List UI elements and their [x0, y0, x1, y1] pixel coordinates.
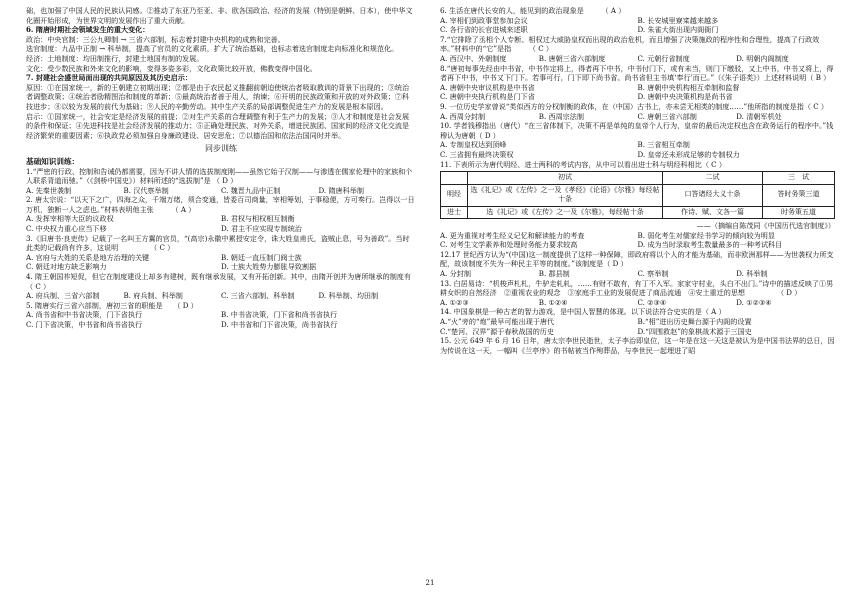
option: C. 对考生文学素养和处理时务能力要求较高	[440, 240, 578, 250]
option: D. 清朝军机处	[736, 111, 782, 121]
option: D. 中书省和门下省决策，尚书省执行	[221, 320, 338, 329]
question-3-options	[26, 253, 416, 272]
question-10-options	[440, 140, 835, 159]
intro-line: 选官制度：九品中正制 → 科举制，提高了官员的文化素质，扩大了统治基础，也标志着选官制度走向标准化和规范化。	[26, 44, 399, 54]
question-1: 1.“严密的行政、控制和告诫仍都需要，因为不讲人情的选拔制度刚——虽然它始于汉制——与渗透在儒家伦理中的家族和个人联系背道而驰。”（《剑桥中国史》）材料所述的“选拔制”是 （ D ）	[26, 166, 413, 186]
exam-content-table	[440, 171, 835, 219]
option: A. 尚书省和中书省决策，门下省执行	[26, 310, 143, 320]
table-cell: 答时务策三道	[763, 184, 835, 206]
question-6: 6. 生活在唐代长安的人，能见到的政治现象是 （ A ）	[440, 6, 626, 15]
option: D. 成为当时录取考生数量最多的一种考试科目	[637, 240, 783, 250]
option: D. 士族大姓势力膨胀导致割据	[221, 262, 317, 272]
question-2-options	[26, 214, 416, 233]
question-13-options	[440, 298, 835, 308]
table-cell: 选《礼记》或《左传》之一及《尔雅》，每经帖十条	[468, 206, 663, 219]
intro-line: 7. 封建社会盛世局面出现的共同原因及其历史启示：	[26, 73, 192, 83]
option: A. ①②③	[440, 297, 469, 307]
question-2: 2. 唐太宗说：“以天下之广，四海之众，千端万绪，须合变通，皆委百司商量，宰相筹划，于事稳便，方可奏行。岂得以一日万机，独断一人之虑也。”材料表明他主张 （ A ）	[26, 195, 415, 214]
intro-line: 原因：①在国家统一，新的王朝建立初期出现；②都是由于农民起义推翻前朝迫使统治者吸取教训的背景下出现的；③统治者调整政策；④统治者励精图治和制度的革新；⑤最高统治者善于用人，纳谏；⑥开明的民族政策和开放的对外政策；⑦科技进步；⑧以较为发展的前代为基础；⑨人民的辛勤劳动。其中生产关系的局部调整促进生产力的发展是根本原因。	[26, 82, 410, 111]
option: D. 隋唐科举制	[318, 185, 364, 195]
option: B. 三省相互牵制	[637, 140, 690, 150]
question-15: 15. 公元 649 年 6 月 16 日年，唐太宗李世民逝世，太子李治即皇位，这一年是在这一天这是被认为是中国书法界的总日，因为传说在这一天，一幅叫《兰亭序》的书帖被当作殉葬品，与李世民一起埋进了昭	[440, 336, 835, 355]
question-1-options	[26, 186, 416, 196]
option: D. ①②③④	[736, 297, 772, 307]
question-5-options	[26, 310, 416, 329]
option: C. 三省六部制、科举制	[221, 291, 295, 301]
option: C. 门下省决策，中书省和尚书省执行	[26, 320, 143, 329]
option: C. 元朝行省制度	[637, 53, 690, 63]
question-3: 3.《旧唐书·良吏传》记载了一名叫王方翼的官员，“(高宗)永徽中累授安定令，诛大姓皇甫氏，盗贼止息，号为善政”。当时此类的记载尚有许多，这说明 （ C ）	[26, 233, 410, 253]
option: A. 官府与大姓的关系是地方治理的关键	[26, 252, 150, 262]
intro-line: 政治：中央官制：三公九卿制 → 三省六部制，标志着封建中央机构的成熟和完善。	[26, 34, 285, 44]
option: C. 察举制	[637, 269, 669, 279]
intro-line: 经济：土地制度：均田制推行，封建土地国有制的发展。	[26, 53, 204, 63]
option: B. 唐朝中央机构相互牵制和监督	[637, 82, 740, 92]
option: D.“四围救赵”的象棋战术源于三国史	[637, 326, 752, 336]
question-4: 4. 隋王朝国祚短促，但它在制度建设上却多有建树，既有继承发展，又有开拓创新。其中，由隋开创并为唐所继承的制度有（ C ）	[26, 272, 411, 291]
table-cell: 进士	[441, 206, 468, 219]
question-8-options	[440, 83, 835, 102]
option: C. 三省拥有最终决策权	[440, 149, 514, 159]
question-14-options	[440, 317, 835, 336]
question-11: 11. 下表所示为唐代明经、进士两科的考试内容，从中可以看出进士科与明经科相比（ C ）	[440, 159, 726, 169]
option: B. 中书省决策，门下省和尚书省执行	[221, 310, 338, 320]
sub-title: 基础知识训练：	[26, 156, 80, 166]
intro-line: 础，也加强了中国人民的民族认同感。②推动了东亚乃至亚、非、欧各国政治、经济的发展（特别是朝鲜、日本），使中华文化圈开始形成，为世界文明的发展作出了重大贡献。	[26, 6, 413, 25]
left-column	[26, 6, 416, 330]
option: B. 君权与相权相互制衡	[221, 214, 295, 224]
option: A. 西周分封制	[440, 111, 486, 121]
table-source: ——（摘编自陈茂同《中国历代选官制度》）	[696, 221, 835, 231]
option: A. 宰相们到政事堂参加会议	[440, 15, 528, 25]
option: B. 府兵制、科举制	[123, 291, 183, 301]
table-row	[441, 184, 835, 206]
table-row	[441, 206, 835, 219]
table-header-cell: 三 试	[763, 172, 835, 185]
option: A.“火”旁的“炮”最早可能出现于唐代	[440, 317, 555, 327]
table-cell: 作诗、赋、文各一篇	[663, 206, 763, 219]
question-10: 10. 学者钱穆指出（唐代）“在三省体制下，决策不再是单纯的皇帝个人行为，皇帝的最后决定权也含在政务运行的程序中。”钱穆认为唐朝（ D ）	[440, 121, 834, 140]
page-number: 21	[425, 579, 435, 587]
option: B. 弱化考生对儒家经书学习的倾向较为明显	[637, 230, 775, 240]
question-13: 13. 白居易诗：“机梭声札札，牛驴走轧轧，……有财不敢有，有丁不入军。家家守村业，头白不出门。”诗中的描述反映了①男耕女织的自然经济 ②重视农业的观念 ③家庭手工业的发展促进了商品流通 ④安土重迁的思想 （ D ）	[440, 278, 834, 298]
intro-line: 6. 隋唐时期社会领域发生的重大变化：	[26, 25, 150, 35]
question-9-options	[440, 112, 835, 122]
option: C. ②③④	[637, 297, 667, 307]
table-header-cell: 初试	[468, 172, 663, 185]
table-header-row	[441, 172, 835, 185]
option: D. 明朝内阁制度	[736, 53, 789, 63]
option: B.“相”进出历史舞台源于内阁的设置	[637, 317, 752, 327]
question-8: 8.“唐初每事先经由中书省，中书作定将上，得者再下中书，中书付门下，或有未当，则门下缴驳，又上中书，中书又将上，得者再下中书，中书又下门下。若事可行，门下即下尚书省。尚书省但主书填‘奉行’而已。”（《朱子语类》）上述材料说明（ B ）	[440, 63, 834, 83]
option: A. 西汉中、外朝制度	[440, 53, 507, 63]
question-14: 14. 中国象棋是一种古老的智力游戏，是中国人智慧的体现。以下说法符合史实的是（ A ）	[440, 307, 726, 317]
option: B. 唐朝三省六部制度	[538, 53, 606, 63]
option: C. 唐朝三省六部制	[637, 111, 697, 121]
table-cell: 明经	[441, 184, 468, 206]
question-12-options	[440, 269, 835, 279]
option: D. 唐朝中央决策机构是尚书省	[637, 92, 733, 102]
section-title: 同步训练	[205, 144, 237, 154]
option: B. 郡县制	[538, 269, 570, 279]
option: C.“楚河、汉界”源于春秋战国的历史	[440, 326, 554, 336]
option: D. 君主不应实现专制统治	[221, 224, 302, 234]
option: C. 中央权力重心应当下移	[26, 224, 107, 234]
question-6-options	[440, 16, 835, 35]
option: C. 魏晋九品中正制	[221, 185, 281, 195]
question-12: 12.17 世纪西方认为“(中国)这一制度提供了这样一种保障，即政府将以个人的才能为基础，而非欧洲那样——为世袭权力所支配，故该制度不失为一种民主平等的制度。”该制度是（ D ）	[440, 249, 834, 269]
option: B. ①②④	[538, 297, 568, 307]
option: A. 府兵制、三省六部制	[26, 291, 100, 301]
option: A. 唐朝中央审议机构是中书省	[440, 82, 535, 92]
intro-line: 启示：①国家统一，社会安定是经济发展的前提；②对生产关系的合理调整有利于生产力的发展；③人才和制度是社会发展的条件和保证；④先进科技是社会经济发展的推动力；⑤正确处理民族、对外关系，增进民族团、国家间的经济文化交流是经济繁荣的重要因素；⑥执政党必须加强自身廉政建设、居安思危；⑦以德治国和依法治国同时并举。	[26, 111, 410, 140]
option: A. 专制皇权达到顶峰	[440, 140, 507, 150]
table-cell: 选《礼记》或《左传》之一及《孝经》《论语》《尔雅》每经帖十条	[468, 184, 663, 206]
question-11-options	[440, 231, 835, 250]
table-cell: 口答诸经大义十条	[663, 184, 763, 206]
option: D. 科举制、均田制	[318, 291, 379, 301]
option: D. 朱雀大街出现内阁衙门	[637, 25, 719, 35]
option: A. 先秦世袭制	[26, 185, 72, 195]
option: B. 西周宗法制	[538, 111, 584, 121]
option: C. 各行省的长官进城来述职	[440, 25, 528, 35]
option: B. 汉代察举制	[123, 185, 169, 195]
option: C. 唐朝中央执行机构是门下省	[440, 92, 535, 102]
question-4-options	[26, 291, 416, 301]
question-7-options	[440, 54, 835, 64]
option: B. 朝廷一直压制门阀士族	[221, 252, 302, 262]
option: D. 科举制	[736, 269, 768, 279]
option: D. 皇帝还未形成足够的专制权力	[637, 149, 740, 159]
option: A. 分封制	[440, 269, 471, 279]
option: A. 发挥宰相等大臣的议政权	[26, 214, 114, 224]
table-header-cell: 二试	[663, 172, 763, 185]
option: B. 长安城里寮寀越来越多	[637, 15, 719, 25]
intro-line: 文化：受少数民族和外来文化的影响，变得多姿多彩，文化政策比较开放，佛教变得中国化。	[26, 63, 317, 73]
table-header-cell	[441, 172, 468, 185]
option: A. 更为重视对考生经义记忆和解读能力的考查	[440, 230, 585, 240]
question-5: 5. 隋唐实行三省六部制，唐初三省的职能是 （ D ）	[26, 300, 198, 310]
question-9: 9. 一位历史学家曾说“类似西方的分权制衡的政体，在（中国）古书上，亦未尝无相类的制度……”他所指的制度是指（ C ）	[440, 101, 828, 111]
right-column	[440, 6, 835, 355]
option: C. 朝廷对地方缺乏影响力	[26, 262, 107, 272]
table-cell: 时务策五道	[763, 206, 835, 219]
question-7: 7.“它排除了丞相个人专断、相权过大威胁皇权而出现的政治危机，而且增强了决策施政的程序性和合理性，提高了行政效率。”材料中的“它”是指 （ C ）	[440, 34, 820, 54]
